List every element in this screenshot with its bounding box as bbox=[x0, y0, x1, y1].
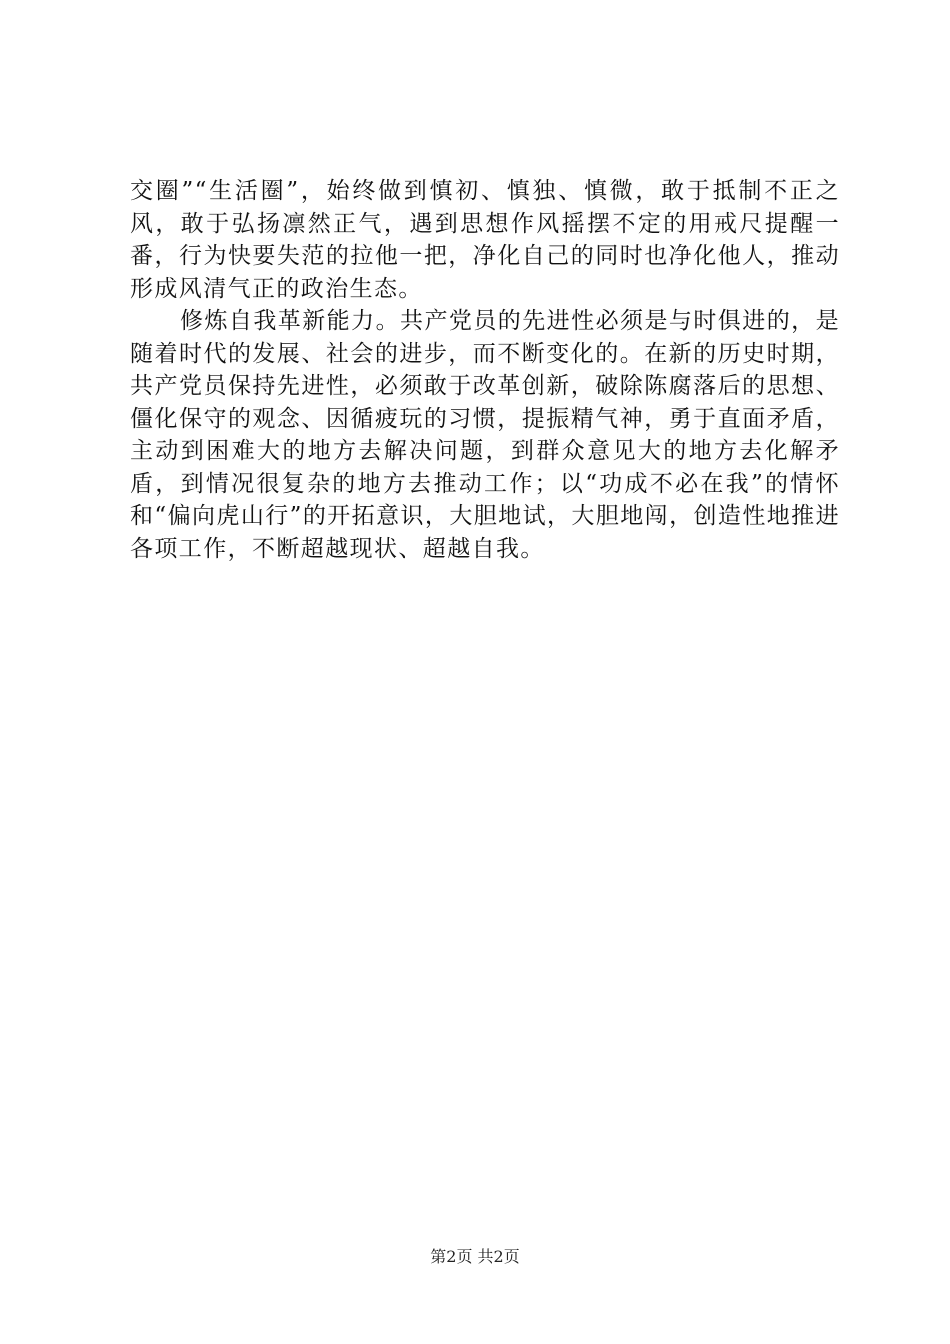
paragraph-continuation: 交圈”“生活圈”，始终做到慎初、慎独、慎微，敢于抵制不正之风，敢于弘扬凛然正气，遇到思想作风摇摆不定的用戒尺提醒一番，行为快要失范的拉他一把，净化自己的同时也净化他人，推动形成风清气正的政治生态。 bbox=[130, 178, 840, 302]
page-footer: 第2页 共2页 bbox=[430, 1247, 520, 1266]
document-body bbox=[130, 175, 840, 565]
paragraph-self-renewal: 修炼自我革新能力。共产党员的先进性必须是与时俱进的，是随着时代的发展、社会的进步，而不断变化的。在新的历史时期，共产党员保持先进性，必须敢于改革创新，破除陈腐落后的思想、僵化保守的观念、因循疲玩的习惯，提振精气神，勇于直面矛盾，主动到困难大的地方去解决问题，到群众意见大的地方去化解矛盾，到情况很复杂的地方去推动工作；以“功成不必在我”的情怀和“偏向虎山行”的开拓意识，大胆地试，大胆地闯，创造性地推进各项工作，不断超越现状、超越自我。 bbox=[130, 308, 840, 562]
